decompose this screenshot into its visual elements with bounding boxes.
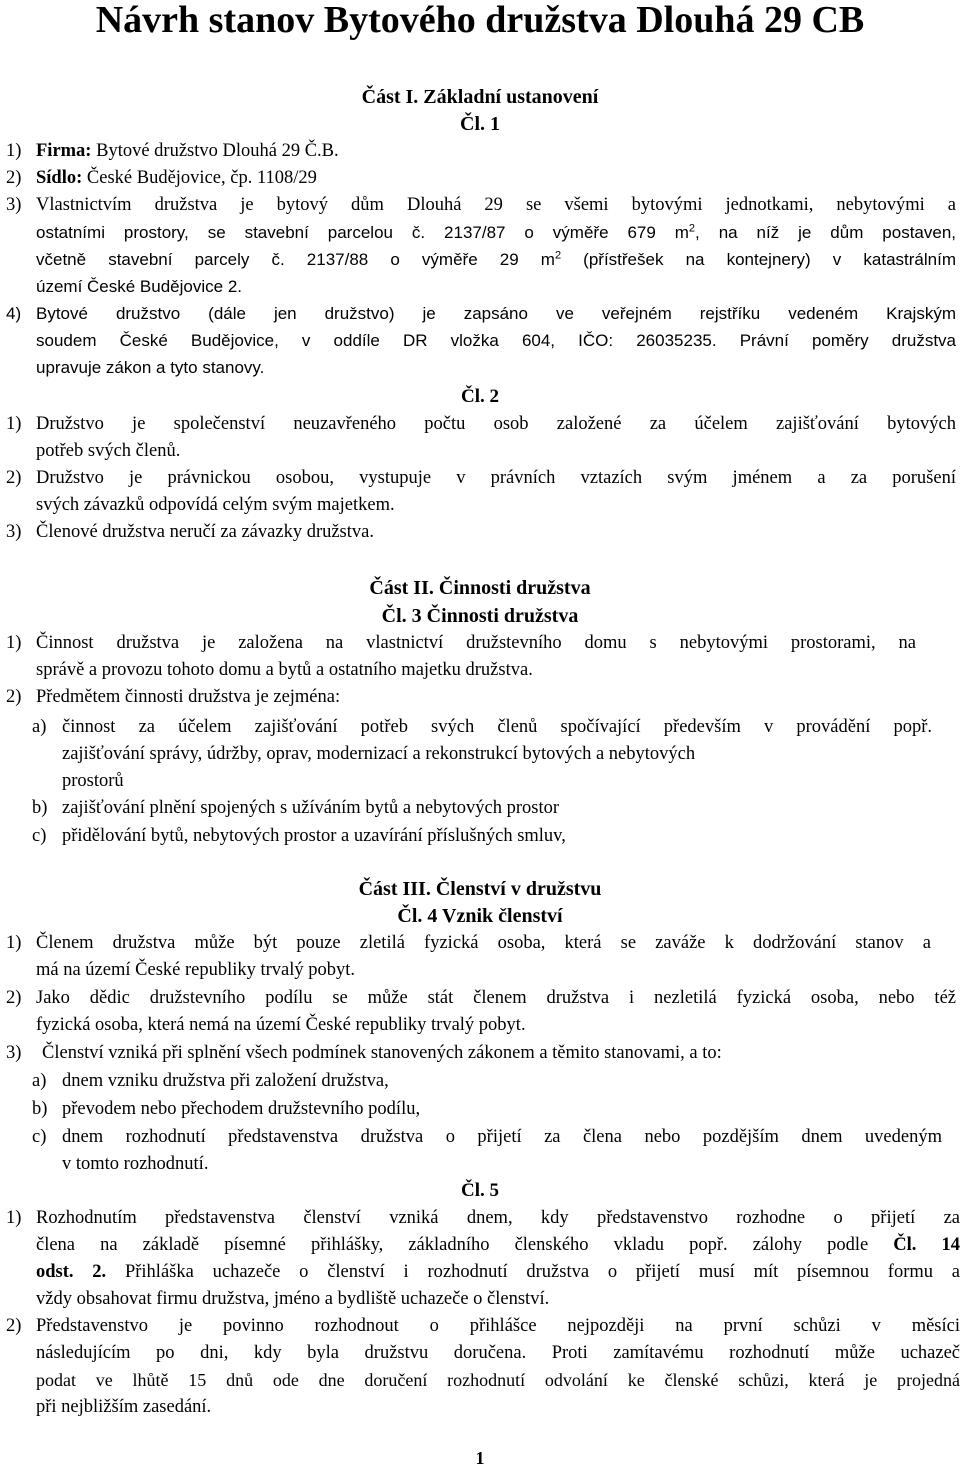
item-letter: a) [32, 717, 47, 737]
text-line: Bytové družstvo (dále jen družstvo) je zapsáno ve veřejném rejstříku vedeném Krajským [36, 304, 956, 323]
c5-item-2 [6, 1313, 960, 1417]
c2-item-2 [6, 465, 956, 515]
text-line: zajišťování plnění spojených s užíváním bytů a nebytových prostor [62, 798, 560, 818]
text-line: vždy obsahovat firmu družstva, jméno a bydliště uchazeče o členství. [36, 1289, 550, 1309]
text-line: Činnost družstva je založena na vlastnictví družstevního domu s nebytovými prostorami, na [36, 633, 916, 653]
text-line: správě a provozu tohoto domu a bytů a ostatního majetku družstva. [36, 660, 533, 680]
article-1-heading: Čl. 1 [460, 113, 500, 135]
c4-subitem-a [32, 1068, 952, 1095]
text-line: Jako dědic družstevního podílu se může stát členem družstva i nezletilá fyzická osoba, nebo též [36, 988, 956, 1008]
c3-item-1 [6, 630, 956, 680]
item-number: 3) [6, 1043, 22, 1063]
text-line: převodem nebo přechodem družstevního podílu, [62, 1099, 421, 1119]
item-letter: b) [32, 798, 48, 818]
text-line: dnem vzniku družstva při založení družstva, [62, 1071, 389, 1091]
text-line: Členem družstva může být pouze zletilá fyzická osoba, která se zaváže k dodržování stanov a [36, 933, 931, 953]
text-line: území České Budějovice 2. [36, 277, 242, 296]
article-4-heading: Čl. 4 Vznik členství [397, 905, 563, 927]
p1-item-3 [6, 192, 957, 296]
item-number: 2) [6, 988, 22, 1008]
part-3-heading: Část III. Členství v družstvu [358, 878, 602, 900]
item-number: 1) [6, 633, 22, 653]
c4-subitem-b [32, 1096, 952, 1123]
text-line: v tomto rozhodnutí. [62, 1154, 209, 1174]
c2-item-3 [6, 519, 956, 546]
item-number: 1) [6, 1208, 22, 1228]
item-number: 1) [6, 933, 22, 953]
c4-item-3 [6, 1040, 956, 1067]
c4-subitem-c [32, 1124, 952, 1174]
text-line: Družstvo je právnickou osobou, vystupuje v právních vztazích svým jménem a za porušení [36, 468, 956, 488]
text-line: Předmětem činnosti družstva je zejména: [36, 687, 341, 707]
item-number: 4) [6, 304, 22, 323]
label-sidlo: Sídlo: [36, 168, 83, 188]
page-number: 1 [475, 1448, 485, 1468]
p1-item-2 [6, 165, 956, 192]
c2-item-1 [6, 411, 956, 461]
article-2-heading: Čl. 2 [461, 386, 499, 407]
text-line: fyzická osoba, která nemá na území České republiky trvalý pobyt. [36, 1015, 526, 1035]
item-number: 1) [6, 141, 22, 161]
p1-item-1 [6, 138, 956, 165]
article-3-heading: Čl. 3 Činnosti družstva [381, 605, 579, 627]
item-number: 2) [6, 168, 22, 188]
text-line: člena na základě písemné přihlášky, základního členského vkladu popř. zálohy podle Čl. 14 [36, 1235, 960, 1255]
text-line: Členství vzniká při splnění všech podmínek stanovených zákonem a těmito stanovami, a to: [42, 1043, 722, 1063]
text-line: upravuje zákon a tyto stanovy. [36, 358, 265, 377]
p1-item-4 [6, 300, 956, 377]
item-letter: c) [32, 1127, 47, 1147]
c3-subitem-a [32, 714, 952, 791]
document-title: Návrh stanov Bytového družstva Dlouhá 29 CB [95, 0, 865, 41]
text-line: prostorů [62, 771, 124, 791]
c4-item-2 [6, 985, 956, 1035]
item-number: 2) [6, 687, 22, 707]
label-firma: Firma: [36, 141, 92, 161]
article-5-heading: Čl. 5 [461, 1180, 499, 1201]
item-letter: b) [32, 1099, 48, 1119]
c4-item-1 [6, 930, 956, 980]
item-number: 3) [6, 195, 22, 215]
c3-subitem-b [32, 795, 952, 822]
item-number: 2) [6, 1316, 22, 1336]
sidlo-value: České Budějovice, čp. 1108/29 [82, 168, 317, 188]
c5-item-1 [6, 1205, 960, 1309]
text-line: Rozhodnutím představenstva členství vzniká dnem, kdy představenstvo rozhodne o přijetí za [36, 1208, 960, 1228]
text-line: dnem rozhodnutí představenstva družstva o přijetí za člena nebo pozdějším dnem uvedeným [62, 1127, 942, 1147]
text-line: svých závazků odpovídá celým svým majetkem. [36, 495, 395, 515]
item-letter: a) [32, 1071, 47, 1091]
text-line: má na území České republiky trvalý pobyt. [36, 960, 356, 980]
text-line: zajišťování správy, údržby, oprav, modernizací a rekonstrukcí bytových a nebytových [62, 744, 696, 764]
text-line: činnost za účelem zajišťování potřeb svých členů spočívající především v provádění popř. [62, 717, 932, 737]
text-line: Členové družstva neručí za závazky družstva. [36, 522, 374, 542]
part-2-heading: Část II. Činnosti družstva [369, 577, 591, 599]
text-line: přidělování bytů, nebytových prostor a uzavírání příslušných smluv, [62, 826, 566, 846]
text-line: podat ve lhůtě 15 dnů ode dne doručení rozhodnutí odvolání ke členské schůzi, která je projedná [36, 1370, 960, 1390]
text-line: následujícím po dni, kdy byla družstvu doručena. Proti zamítavému rozhodnutí může uchazeč [36, 1343, 960, 1363]
text-line: Představenstvo je povinno rozhodnout o přihlášce nejpozději na první schůzi v měsíci [36, 1316, 960, 1336]
item-number: 2) [6, 468, 22, 488]
item-letter: c) [32, 826, 47, 846]
text-line: potřeb svých členů. [36, 441, 181, 461]
c3-subitem-c [32, 823, 952, 850]
part-1-heading: Část I. Základní ustanovení [361, 86, 599, 108]
text-line: Družstvo je společenství neuzavřeného počtu osob založené za účelem zajišťování bytových [36, 414, 956, 434]
text-line: při nejbližším zasedání. [36, 1397, 212, 1417]
text-line: ostatními prostory, se stavební parcelou č. 2137/87 o výměře 679 $m^2$, na níž je dům postaven, [36, 222, 957, 242]
item-number: 1) [6, 414, 22, 434]
text-line: Vlastnictvím družstva je bytový dům Dlouhá 29 se všemi bytovými jednotkami, nebytovými a [36, 195, 956, 215]
text-line: včetně stavební parcely č. 2137/88 o výměře 29 $m^2$ (přístřešek na kontejnery) v katastrálním [36, 249, 956, 269]
c3-item-2 [6, 684, 956, 711]
text-line: odst. 2. Přihláška uchazeče o členství i rozhodnutí družstva o přijetí musí mít písemnou formu a [36, 1262, 960, 1282]
item-number: 3) [6, 522, 22, 542]
text-line: soudem České Budějovice, v oddíle DR vložka 604, IČO: 26035235. Právní poměry družstva [36, 331, 956, 350]
firma-value: Bytové družstvo Dlouhá 29 Č.B. [91, 141, 339, 161]
